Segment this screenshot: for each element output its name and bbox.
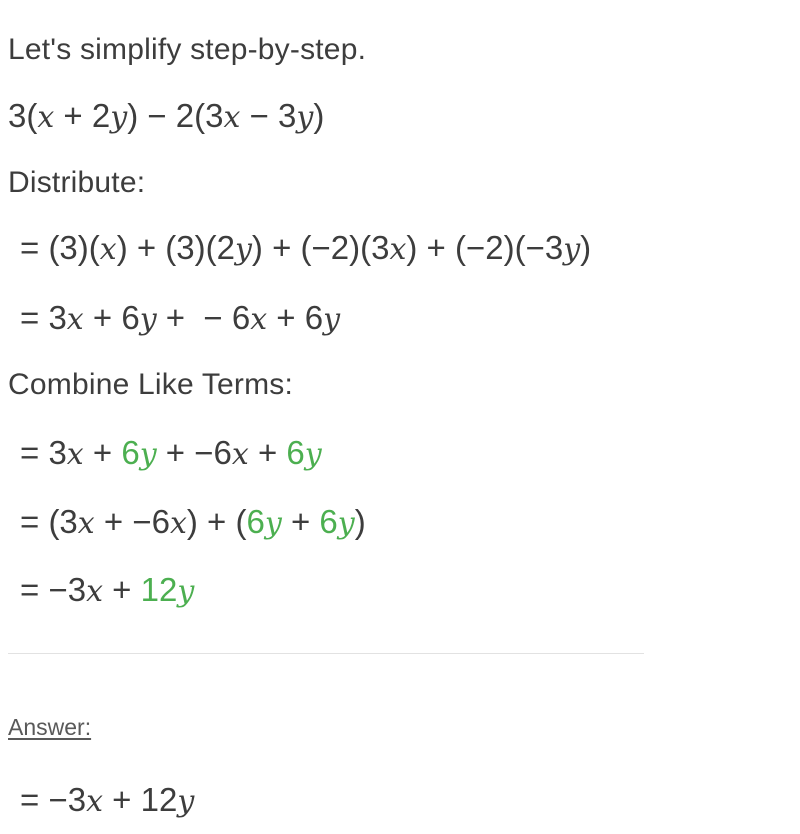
- highlighted-coefficient: 6: [319, 503, 338, 540]
- variable-x: x: [169, 506, 187, 541]
- variable-x: x: [37, 100, 55, 135]
- step-part: ) + (−2)(3: [251, 229, 390, 266]
- step-part: = (3: [20, 503, 78, 540]
- problem-expression: [8, 99, 324, 133]
- step-part: ) + (−2)(−3: [406, 229, 564, 266]
- combine-heading: Combine Like Terms:: [8, 368, 294, 401]
- section-divider: [8, 653, 644, 654]
- variable-y: y: [337, 506, 355, 541]
- problem-part: − 3: [240, 97, 297, 134]
- step-part: + −6: [94, 503, 170, 540]
- variable-x: x: [389, 232, 407, 267]
- variable-y: y: [177, 784, 195, 819]
- variable-x: x: [77, 506, 95, 541]
- variable-y: y: [110, 100, 128, 135]
- variable-y: y: [139, 302, 157, 337]
- step-part: + 6: [267, 299, 324, 336]
- answer-label: Answer:: [8, 714, 92, 740]
- variable-x: x: [86, 784, 103, 819]
- combine-step-3: [20, 573, 194, 607]
- combine-step-1: [20, 436, 322, 470]
- combine-step-2: [20, 505, 366, 539]
- step-part: ): [580, 229, 592, 266]
- highlighted-coefficient: 6: [246, 503, 265, 540]
- highlighted-coefficient: 6: [121, 434, 140, 471]
- step-part: ) + (: [186, 503, 247, 540]
- problem-part: ): [313, 97, 325, 134]
- variable-y: y: [264, 506, 282, 541]
- variable-x: x: [66, 302, 84, 337]
- step-part: +: [248, 434, 287, 471]
- variable-y: y: [563, 232, 581, 267]
- step-part: +: [103, 571, 141, 608]
- problem-part: ) − 2(3: [127, 97, 224, 134]
- variable-x: x: [86, 574, 103, 609]
- distribute-step-1: [20, 231, 591, 265]
- step-part: + − 6: [156, 299, 251, 336]
- step-part: = 3: [20, 434, 67, 471]
- step-part: = (3)(: [20, 229, 100, 266]
- variable-x: x: [250, 302, 268, 337]
- variable-y: y: [296, 100, 314, 135]
- distribute-step-2: [20, 301, 340, 335]
- problem-part: 3(: [8, 97, 38, 134]
- intro-text: Let's simplify step-by-step.: [8, 33, 367, 66]
- step-part: ): [354, 503, 366, 540]
- answer-part: + 12: [103, 781, 178, 818]
- step-part: + 6: [83, 299, 140, 336]
- variable-y: y: [177, 574, 195, 609]
- step-part: +: [281, 503, 320, 540]
- step-part: = 3: [20, 299, 67, 336]
- variable-x: x: [223, 100, 241, 135]
- distribute-heading: Distribute:: [8, 166, 146, 199]
- answer-expression: [20, 783, 194, 817]
- highlighted-coefficient: 12: [140, 571, 178, 608]
- variable-y: y: [323, 302, 341, 337]
- variable-y: y: [304, 437, 322, 472]
- variable-y: y: [139, 437, 157, 472]
- variable-x: x: [66, 437, 84, 472]
- step-part: = −3: [20, 571, 87, 608]
- highlighted-coefficient: 6: [286, 434, 305, 471]
- step-part: +: [83, 434, 122, 471]
- step-part: + −6: [156, 434, 232, 471]
- variable-x: x: [99, 232, 117, 267]
- step-part: ) + (3)(2: [116, 229, 235, 266]
- problem-part: + 2: [54, 97, 111, 134]
- answer-part: = −3: [20, 781, 87, 818]
- variable-x: x: [231, 437, 249, 472]
- variable-y: y: [234, 232, 252, 267]
